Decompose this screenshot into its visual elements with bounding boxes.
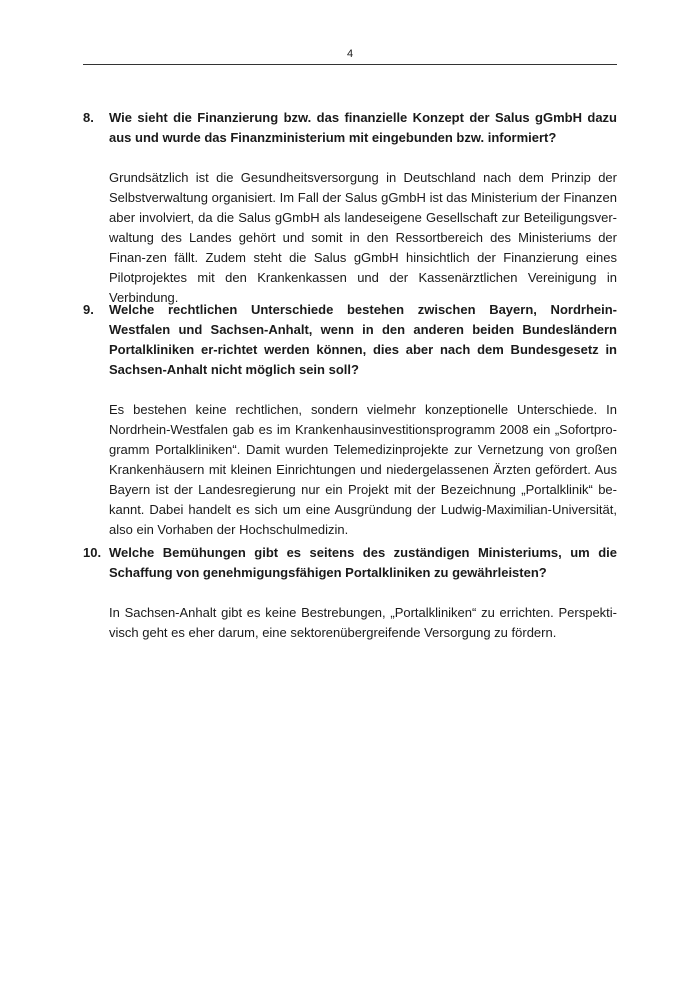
answer-9 bbox=[83, 400, 617, 540]
answer-text: Grundsätzlich ist die Gesundheitsversorgung in Deutschland nach dem Prinzip der Selbstverwaltung organisiert. Im Fall der Salus gGmbH ist das Ministerium der Finanzen aber involviert, da die Salus gGmbH als landeseigene Gesellschaft zur Beteiligungsver-waltung des Landes gehört und somit in den Ressortbereich des Ministeriums der Finan-zen fällt. Zudem steht die Salus gGmbH hinsichtlich der Finanzierung eines Pilotprojektes mit den Krankenkassen und der Kassenärztlichen Vereinigung in Verbindung. bbox=[109, 170, 617, 305]
question-9 bbox=[83, 300, 617, 380]
question-text: Welche rechtlichen Unterschiede bestehen zwischen Bayern, Nordrhein-Westfalen und Sachsen-Anhalt, wenn in den anderen beiden Bundesländern Portalkliniken er-richtet werden können, dies aber nach dem Bundesgesetz in Sachsen-Anhalt nicht möglich sein soll? bbox=[109, 302, 617, 377]
header-divider bbox=[83, 64, 617, 65]
question-text: Wie sieht die Finanzierung bzw. das finanzielle Konzept der Salus gGmbH dazu aus und wurde das Finanzministerium mit eingebunden bzw. informiert? bbox=[109, 110, 617, 145]
question-number: 10. bbox=[83, 545, 102, 560]
qa-item-10 bbox=[83, 543, 617, 643]
question-10 bbox=[83, 543, 617, 583]
answer-text: Es bestehen keine rechtlichen, sondern vielmehr konzeptionelle Unterschiede. In Nordrhein-Westfalen gab es im Krankenhausinvestitionsprogramm 2008 ein „Sofortpro-gramm Portalkliniken“. Damit wurden Telemedizinprojekte zur Vernetzung von großen Krankenhäusern mit kleinen Einrichtungen und niedergelassenen Ärzten gefördert. Aus Bayern ist der Landesregierung nur ein Projekt mit der Bezeichnung „Portalklinik“ be-kannt. Dabei handelt es sich um eine Ausgründung der Ludwig-Maximilian-Universität, also ein Vorhaben der Hochschulmedizin. bbox=[109, 402, 617, 537]
question-8 bbox=[83, 108, 617, 148]
question-number: 9. bbox=[83, 302, 94, 317]
answer-10 bbox=[83, 603, 617, 643]
page-number: 4 bbox=[346, 48, 354, 60]
answer-text: In Sachsen-Anhalt gibt es keine Bestrebungen, „Portalkliniken“ zu errichten. Perspekti-visch geht es eher darum, eine sektorenübergreifende Versorgung zu fördern. bbox=[109, 605, 617, 640]
qa-item-9 bbox=[83, 300, 617, 540]
question-number: 8. bbox=[83, 110, 94, 125]
question-text: Welche Bemühungen gibt es seitens des zuständigen Ministeriums, um die Schaffung von genehmigungsfähigen Portalkliniken zu gewährleisten? bbox=[109, 545, 617, 580]
qa-item-8 bbox=[83, 108, 617, 308]
answer-8 bbox=[83, 168, 617, 308]
